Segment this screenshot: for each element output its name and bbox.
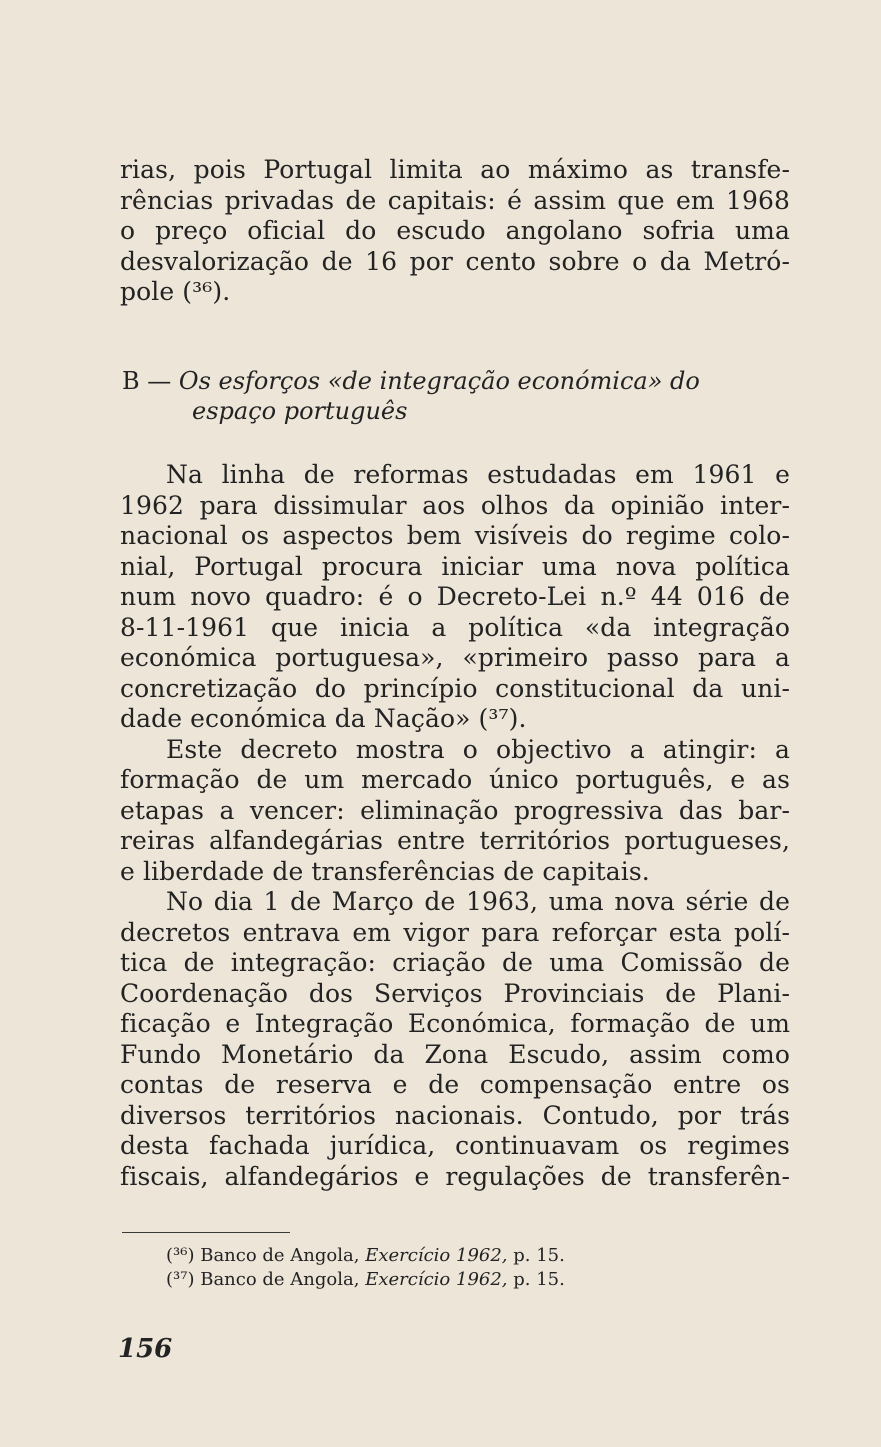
text-line: o preço oficial do escudo angolano sofria uma	[120, 216, 790, 245]
text-line: decretos entrava em vigor para reforçar esta polí-	[120, 917, 790, 947]
text-line: etapas a vencer: eliminação progressiva das bar-	[120, 795, 790, 825]
text-line: tica de integração: criação de uma Comissão de	[120, 948, 790, 977]
text-line: rias, pois Portugal limita ao máximo as transfe-	[120, 155, 790, 184]
text-line: Este decreto mostra o objectivo a atingir: a	[166, 734, 790, 764]
section-title-line2: espaço português	[192, 397, 408, 425]
body-text	[120, 460, 790, 1192]
text-line: concretização do princípio constitucional da uni-	[120, 673, 790, 703]
text-line: dade económica da Nação» (³⁷).	[120, 704, 527, 733]
section-title-line1: Os esforços «de integração económica» do	[178, 367, 700, 395]
footnote-divider	[122, 1232, 290, 1233]
text-line: rências privadas de capitais: é assim que em 1968	[120, 185, 790, 215]
text-line: fiscais, alfandegários e regulações de transferên-	[120, 1161, 790, 1191]
footnote-source: Banco de Angola,	[200, 1245, 360, 1266]
text-line: económica portuguesa», «primeiro passo para a	[120, 643, 790, 672]
text-line: diversos territórios nacionais. Contudo, por trás	[120, 1100, 790, 1130]
text-line: No dia 1 de Março de 1963, uma nova série de	[166, 887, 790, 916]
text-line: 8-11-1961 que inicia a política «da integração	[120, 612, 790, 642]
footnote-page: p. 15.	[513, 1245, 565, 1266]
text-line: Na linha de reformas estudadas em 1961 e	[166, 460, 790, 489]
footnote-mark: (³⁷)	[166, 1269, 195, 1290]
section-letter: B —	[122, 367, 172, 395]
text-line: Fundo Monetário da Zona Escudo, assim como	[120, 1039, 790, 1069]
text-line: Coordenação dos Serviços Provinciais de Plani-	[120, 978, 790, 1008]
footnote	[166, 1244, 565, 1268]
footnote-title: Exercício 1962,	[365, 1245, 508, 1266]
text-line: e liberdade de transferências de capitais.	[120, 856, 650, 886]
paragraph-top	[120, 155, 790, 308]
footnote-page: p. 15.	[513, 1269, 565, 1290]
text-line: pole (³⁶).	[120, 277, 231, 306]
text-line: reiras alfandegárias entre territórios portugueses,	[120, 826, 790, 855]
text-line: ficação e Integração Económica, formação de um	[120, 1009, 790, 1038]
text-line: desvalorização de 16 por cento sobre o da Metró-	[120, 246, 790, 276]
text-line: nial, Portugal procura iniciar uma nova política	[120, 551, 790, 581]
text-line: contas de reserva e de compensação entre os	[120, 1070, 790, 1099]
footnote-title: Exercício 1962,	[365, 1269, 508, 1290]
section-heading	[122, 366, 794, 426]
text-line: nacional os aspectos bem visíveis do regime colo-	[120, 521, 790, 550]
text-line: desta fachada jurídica, continuavam os regimes	[120, 1131, 790, 1160]
footnote-mark: (³⁶)	[166, 1245, 195, 1266]
text-line: num novo quadro: é o Decreto-Lei n.º 44 016 de	[120, 582, 790, 611]
footnote	[166, 1268, 565, 1292]
footnote-source: Banco de Angola,	[200, 1269, 360, 1290]
text-line: 1962 para dissimular aos olhos da opinião inter-	[120, 490, 790, 520]
page-number: 156	[118, 1334, 173, 1364]
text-line: formação de um mercado único português, e as	[120, 765, 790, 794]
